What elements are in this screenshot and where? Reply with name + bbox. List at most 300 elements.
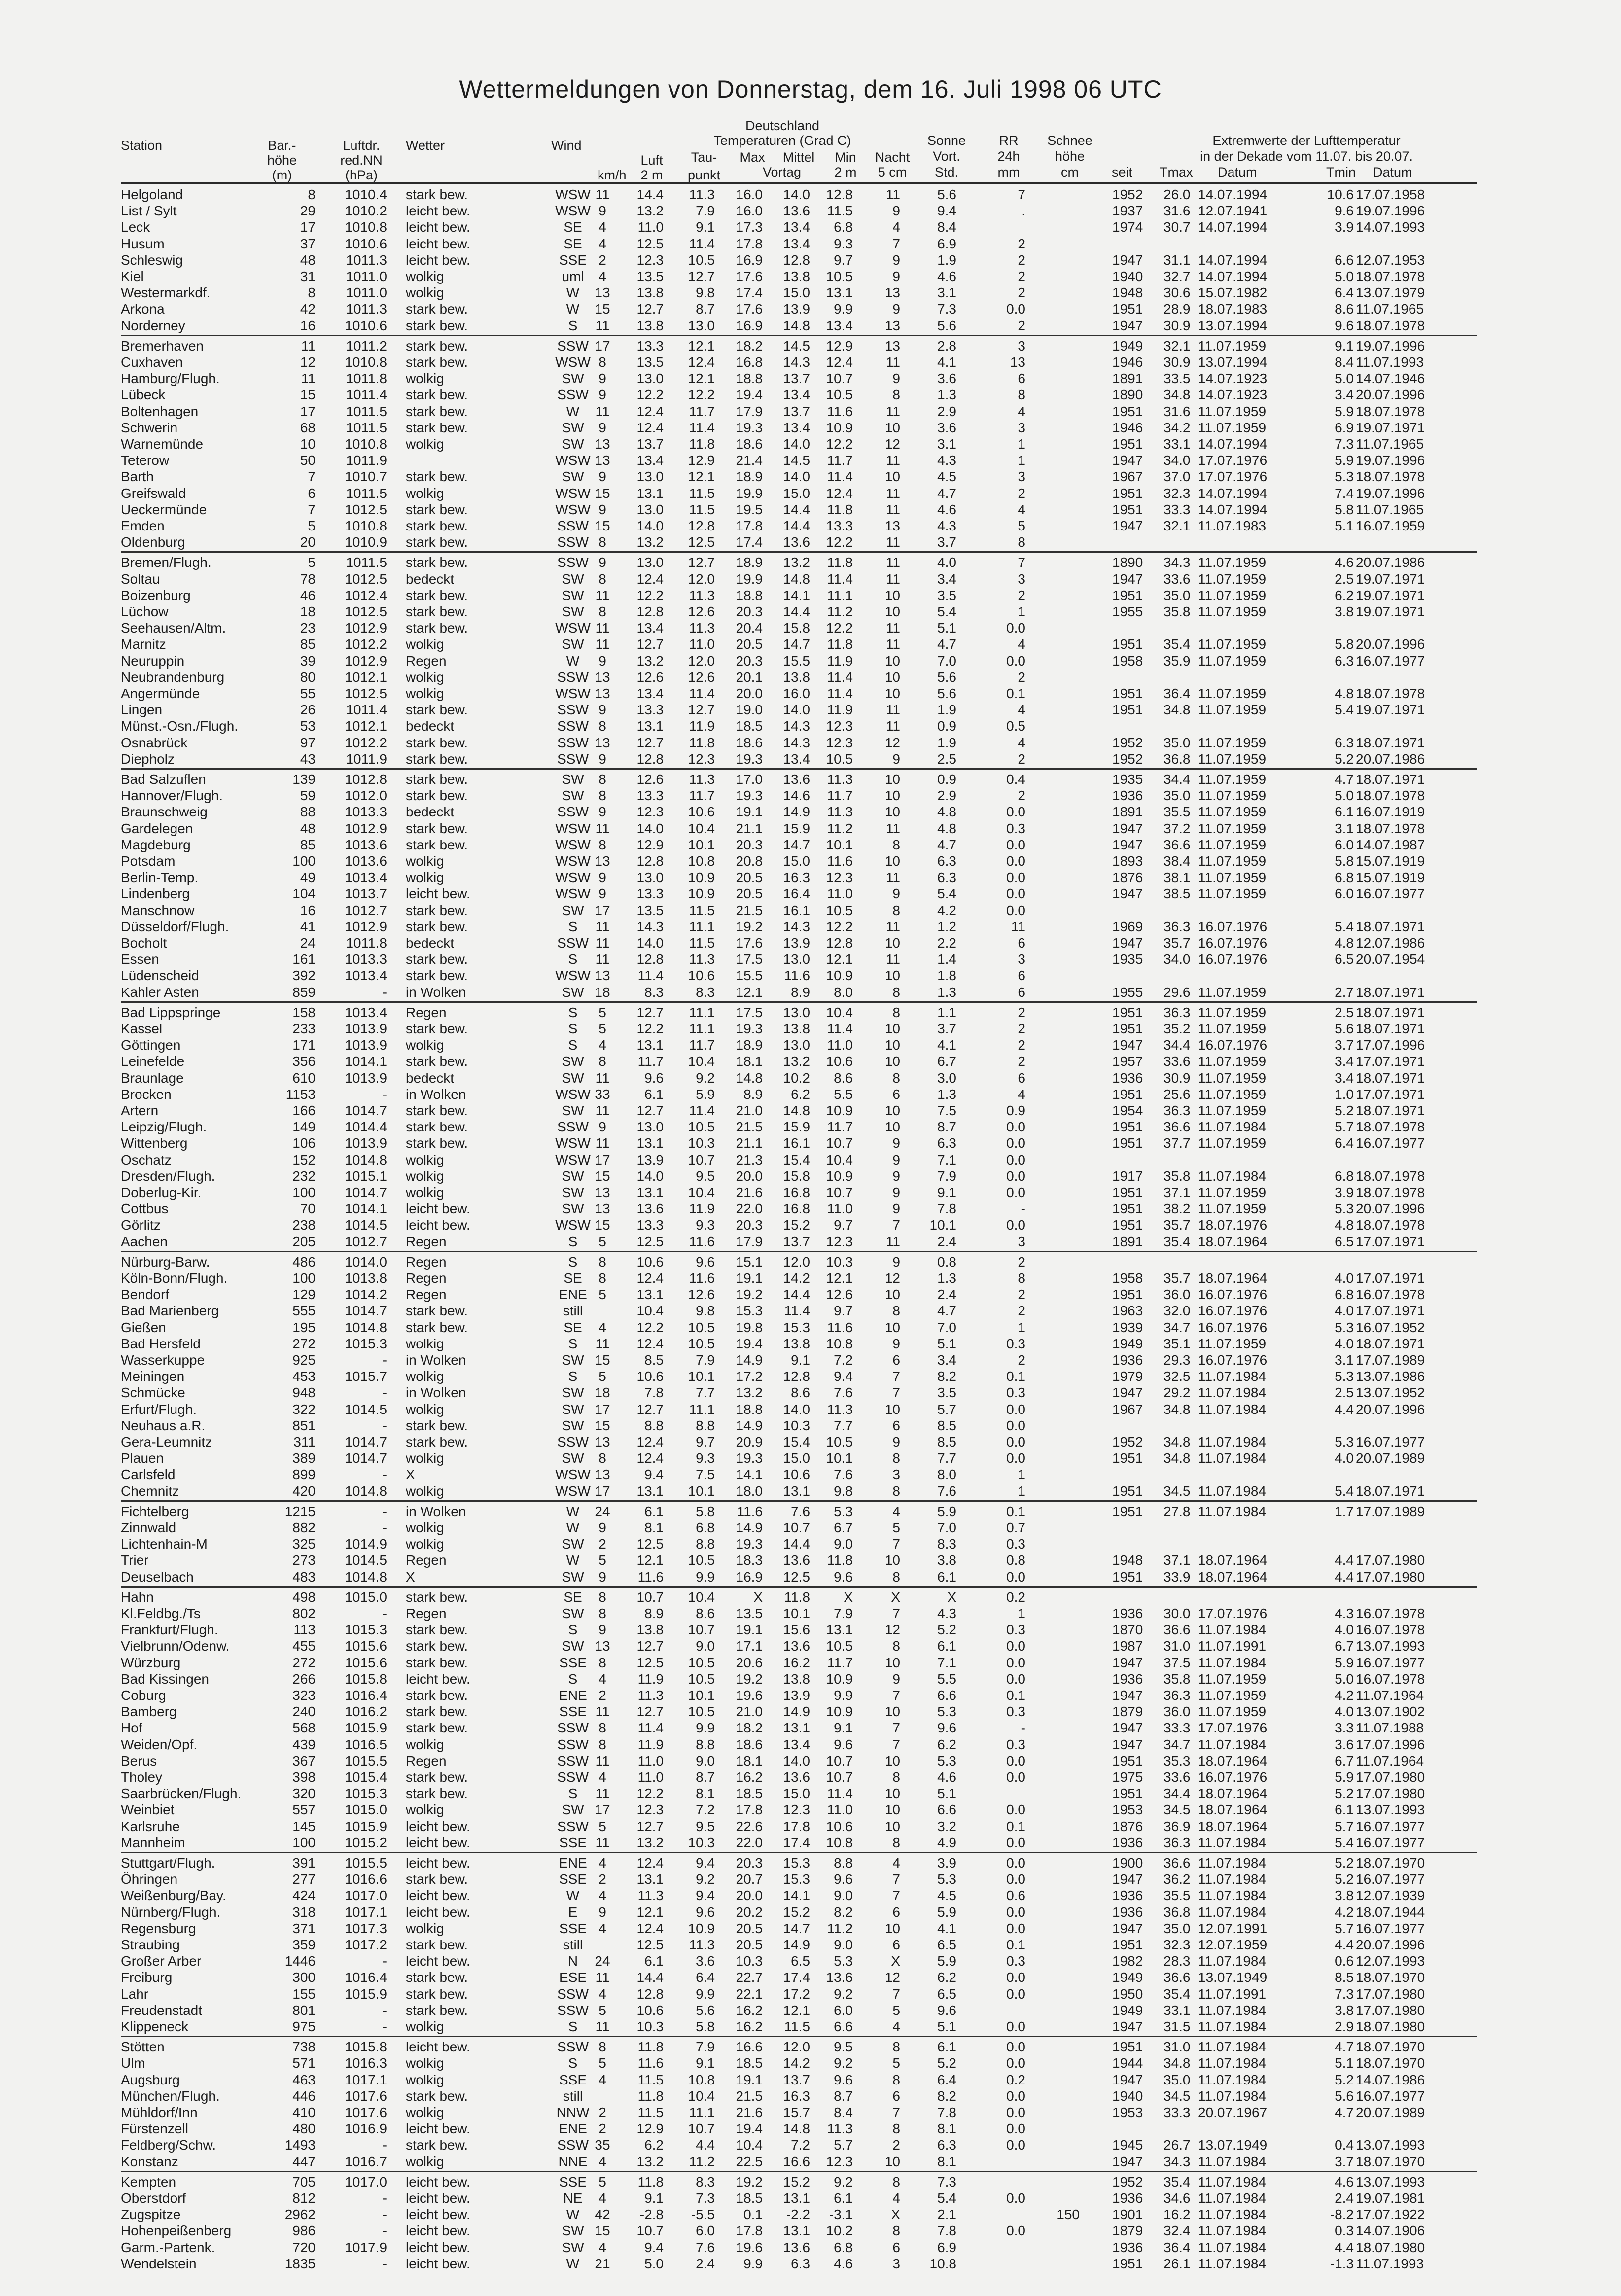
temp-dewpoint: 8.8: [696, 1536, 715, 1552]
sunshine: 6.5: [937, 1986, 956, 2002]
temp-ground: 10: [884, 772, 900, 787]
table-row: [0, 1254, 1621, 1270]
wind-speed: 5: [599, 1553, 606, 1568]
weather: bedeckt: [406, 571, 455, 587]
section-divider: [121, 1586, 1477, 1588]
station-name: Wasserkuppe: [121, 1352, 205, 1368]
record-tmax: 36.3: [1163, 1688, 1191, 1703]
temp-ground: 8: [892, 2174, 900, 2190]
temp-max: 16.9: [736, 318, 763, 333]
table-row: [0, 420, 1621, 436]
sunshine: 6.3: [937, 1135, 956, 1151]
temp-mean: 14.8: [783, 318, 810, 333]
header-tau-2: punkt: [687, 168, 721, 182]
temp-mean: 10.3: [783, 1417, 810, 1433]
temp-dewpoint: 11.3: [689, 587, 715, 603]
record-since: 1949: [1112, 1336, 1143, 1351]
record-since: 1955: [1112, 604, 1143, 619]
record-tmax-date: 11.07.1959: [1198, 1004, 1267, 1020]
record-tmax: 35.5: [1163, 804, 1191, 820]
table-row: [0, 403, 1621, 420]
elevation: 986: [292, 2223, 316, 2239]
station-name: Greifswald: [121, 485, 186, 501]
temp-ground: 5: [892, 2055, 900, 2071]
precipitation: 0.0: [1006, 653, 1025, 669]
precipitation: 0.9: [1006, 1103, 1025, 1118]
precipitation: 0.0: [1006, 1970, 1025, 1985]
temp-air: 13.3: [636, 702, 664, 718]
temp-min: 12.6: [826, 1287, 853, 1303]
record-since: 1955: [1112, 984, 1143, 1000]
temp-mean: 17.8: [783, 1818, 810, 1834]
temp-dewpoint: 9.8: [696, 1303, 715, 1319]
temp-mean: 6.3: [791, 2256, 810, 2271]
sunshine: 7.8: [937, 2105, 956, 2120]
station-name: Göttingen: [121, 1037, 181, 1053]
temp-max: 20.5: [736, 886, 763, 902]
temp-air: 13.5: [636, 354, 664, 370]
pressure: 1012.5: [345, 686, 387, 701]
temp-air: 14.0: [636, 820, 664, 836]
record-tmin-date: 18.07.1971: [1356, 1021, 1425, 1036]
sunshine: 4.9: [937, 1835, 956, 1850]
temp-air: 11.8: [637, 2088, 664, 2104]
record-tmax: 34.8: [1163, 1434, 1191, 1449]
record-tmin: 7.4: [1335, 485, 1354, 501]
weather: wolkig: [406, 1736, 444, 1752]
wind-direction: SSE: [559, 1835, 587, 1850]
wind-speed: 8: [599, 1720, 606, 1736]
record-since: 1891: [1112, 1234, 1143, 1249]
record-tmin: 3.7: [1335, 1037, 1354, 1053]
temp-max: 22.0: [736, 1201, 763, 1217]
sunshine: 4.1: [937, 1037, 956, 1053]
pressure: 1014.1: [345, 1054, 387, 1069]
weather: in Wolken: [406, 984, 466, 1000]
station-name: Braunlage: [121, 1070, 184, 1086]
temp-min: 9.3: [834, 236, 853, 251]
temp-max: 14.1: [736, 1467, 763, 1483]
temp-mean: 13.6: [783, 1553, 810, 1568]
table-row: [0, 2239, 1621, 2256]
temp-min: 12.4: [826, 485, 853, 501]
temp-max: 19.2: [736, 1287, 763, 1303]
sunshine: 4.8: [937, 820, 956, 836]
record-tmax: 31.0: [1163, 1638, 1191, 1654]
temp-min: 10.9: [826, 1671, 853, 1687]
temp-min: 13.1: [826, 1622, 853, 1638]
temp-ground: 11: [885, 187, 900, 202]
temp-mean: 13.2: [783, 1054, 810, 1069]
sunshine: 5.6: [937, 187, 956, 202]
elevation: 39: [300, 653, 316, 669]
station-name: Arkona: [121, 301, 165, 317]
record-tmax-date: 11.07.1984: [1198, 1369, 1267, 1384]
record-since: 1949: [1112, 338, 1143, 353]
sunshine: 3.1: [937, 436, 956, 452]
wind-speed: 11: [595, 918, 610, 934]
temp-min: 11.0: [827, 1037, 853, 1053]
station-name: Kempten: [121, 2174, 176, 2190]
pressure: 1012.9: [345, 620, 387, 636]
record-tmin-date: 18.07.1978: [1356, 1185, 1425, 1200]
record-tmin-date: 11.07.1965: [1356, 501, 1424, 517]
record-tmin-date: 19.07.1996: [1356, 453, 1425, 468]
pressure: 1016.3: [345, 2055, 387, 2071]
temp-air: 12.1: [636, 1553, 664, 1568]
record-tmax-date: 18.07.1964: [1198, 1802, 1268, 1818]
record-since: 1936: [1112, 2239, 1143, 2255]
sunshine: 8.7: [937, 1119, 956, 1135]
elevation: 389: [292, 1450, 316, 1466]
precipitation: 5: [1018, 518, 1025, 533]
pressure: 1012.0: [345, 788, 387, 804]
temp-max: 19.1: [736, 1622, 763, 1638]
temp-mean: 14.9: [783, 1937, 810, 1952]
temp-max: 19.2: [736, 1671, 763, 1687]
temp-air: 12.6: [636, 669, 664, 685]
wind-speed: 8: [599, 772, 606, 787]
temp-ground: 10: [884, 1037, 900, 1053]
record-tmax: 34.5: [1163, 2088, 1191, 2104]
wind-direction: still: [563, 2088, 583, 2104]
temp-mean: 14.3: [783, 718, 810, 734]
temp-air: 13.6: [636, 1201, 664, 1217]
temp-ground: 11: [885, 718, 900, 734]
wind-speed: 24: [595, 1503, 610, 1519]
temp-air: 12.2: [636, 387, 664, 403]
temp-min: 10.1: [826, 837, 853, 852]
temp-max: 22.0: [736, 1835, 763, 1850]
pressure: 1012.8: [345, 772, 387, 787]
temp-max: 20.7: [736, 1872, 763, 1887]
temp-dewpoint: 12.7: [688, 269, 715, 284]
temp-max: 16.0: [736, 187, 763, 202]
temp-min: 10.7: [826, 1135, 853, 1151]
record-since: 1951: [1112, 1135, 1143, 1151]
wind-direction: SSE: [559, 2174, 587, 2190]
section-divider: [121, 335, 1477, 336]
temp-max: 17.8: [736, 236, 763, 251]
weather: leicht bew.: [406, 2039, 470, 2055]
temp-mean: 14.7: [783, 1920, 810, 1936]
precipitation: 6: [1018, 984, 1025, 1000]
elevation: 49: [300, 870, 316, 885]
wind-speed: 13: [595, 285, 610, 301]
precipitation: 2: [1018, 1303, 1025, 1319]
temp-max: 19.8: [736, 1319, 763, 1335]
elevation: 6: [308, 485, 316, 501]
temp-ground: 11: [885, 571, 900, 587]
temp-dewpoint: 10.8: [688, 2072, 715, 2087]
precipitation: 0.0: [1006, 1769, 1025, 1785]
sunshine: 5.9: [937, 1904, 956, 1920]
wind-direction: S: [568, 1369, 578, 1384]
temp-mean: 14.2: [783, 2055, 810, 2071]
temp-air: -2.8: [639, 2207, 664, 2223]
weather: leicht bew.: [406, 2256, 470, 2271]
weather: stark bew.: [406, 1872, 468, 1887]
record-since: 1947: [1112, 820, 1143, 836]
temp-ground: 6: [892, 1086, 900, 1102]
record-tmax: 34.0: [1163, 952, 1191, 967]
temp-max: 16.2: [736, 1769, 763, 1785]
record-since: 1974: [1112, 219, 1143, 235]
station-name: Bremen/Flugh.: [121, 555, 211, 570]
precipitation: 0.0: [1006, 1753, 1025, 1768]
record-tmin: 4.0: [1335, 1704, 1354, 1720]
record-tmin: 5.8: [1335, 853, 1354, 869]
weather: stark bew.: [406, 403, 468, 419]
station-name: Leck: [121, 219, 150, 235]
record-tmin: 6.8: [1335, 1168, 1354, 1184]
precipitation: 11: [1011, 918, 1025, 934]
temp-dewpoint: 11.4: [689, 686, 715, 701]
temp-ground: 10: [884, 853, 900, 869]
precipitation: 2: [1018, 669, 1025, 685]
temp-dewpoint: 12.1: [688, 469, 715, 485]
temp-air: 7.8: [644, 1385, 664, 1401]
sunshine: 1.3: [937, 1086, 956, 1102]
temp-air: 10.3: [636, 2019, 664, 2034]
station-name: Westermarkdf.: [121, 285, 211, 301]
station-name: Boizenburg: [121, 587, 191, 603]
record-since: 1951: [1112, 702, 1143, 718]
record-tmax: 35.8: [1163, 1671, 1191, 1687]
temp-min: 10.9: [826, 968, 853, 984]
temp-dewpoint: 7.9: [696, 2039, 715, 2055]
temp-air: 11.5: [637, 2105, 664, 2120]
table-row: [0, 2154, 1621, 2170]
precipitation: 8: [1018, 387, 1025, 403]
temp-dewpoint: 9.0: [696, 1753, 715, 1768]
elevation: 5: [308, 518, 316, 533]
sunshine: 5.5: [937, 1671, 956, 1687]
precipitation: 7: [1018, 555, 1025, 570]
station-name: Garm.-Partenk.: [121, 2239, 215, 2255]
sunshine: 4.7: [937, 636, 956, 652]
wind-speed: 11: [595, 318, 610, 333]
temp-air: 8.1: [644, 1520, 664, 1535]
record-tmax: 37.5: [1163, 1655, 1191, 1670]
station-name: Weinbiet: [121, 1802, 175, 1818]
record-tmin: 5.3: [1335, 1319, 1354, 1335]
table-row: [0, 1319, 1621, 1336]
pressure: 1014.7: [345, 1185, 387, 1200]
temp-min: 8.4: [834, 2105, 853, 2120]
wind-direction: ENE: [559, 2121, 587, 2137]
temp-min: 9.2: [834, 2174, 853, 2190]
wind-direction: SSW: [557, 1753, 589, 1768]
header-tau: Tau-: [691, 150, 717, 165]
record-tmin: 4.8: [1335, 1217, 1354, 1233]
record-tmax: 36.6: [1163, 837, 1191, 852]
header-luftdr-1: Luftdr.: [343, 138, 380, 153]
record-tmax-date: 13.07.1994: [1198, 354, 1268, 370]
wind-direction: SW: [562, 984, 584, 1000]
weather: stark bew.: [406, 1688, 468, 1703]
temp-min: 10.9: [826, 1704, 853, 1720]
temp-ground: 13: [884, 338, 900, 353]
precipitation: 0.1: [1006, 1688, 1025, 1703]
table-row: [0, 1384, 1621, 1401]
temp-ground: 10: [884, 1920, 900, 1936]
record-tmax-date: 11.07.1959: [1198, 804, 1267, 820]
temp-max: 20.3: [736, 1855, 763, 1871]
temp-dewpoint: 11.7: [689, 403, 715, 419]
record-tmin-date: 13.07.1902: [1356, 1704, 1425, 1720]
record-tmin: 4.4: [1335, 1569, 1354, 1585]
record-tmax-date: 17.07.1976: [1198, 453, 1268, 468]
temp-ground: 7: [892, 1385, 900, 1401]
table-row: [0, 2206, 1621, 2223]
temp-air: 12.5: [636, 1655, 664, 1670]
temp-mean: 8.6: [791, 1385, 810, 1401]
table-row: [0, 2120, 1621, 2137]
record-tmax: 34.7: [1163, 1736, 1191, 1752]
record-tmin-date: 18.07.1978: [1356, 686, 1425, 701]
sunshine: 5.6: [937, 669, 956, 685]
weather: stark bew.: [406, 518, 468, 533]
station-name: Münst.-Osn./Flugh.: [121, 718, 239, 734]
precipitation: 0.0: [1006, 837, 1025, 852]
elevation: 322: [292, 1401, 316, 1417]
precipitation: 0.0: [1006, 1450, 1025, 1466]
temp-air: 13.9: [636, 1152, 664, 1167]
temp-ground: 9: [892, 301, 900, 317]
record-tmax-date: 11.07.1959: [1198, 837, 1267, 852]
table-row: [0, 284, 1621, 301]
record-tmin: 9.6: [1335, 203, 1354, 219]
wind-direction: SSW: [557, 518, 589, 533]
table-row: [0, 636, 1621, 652]
table-row: [0, 718, 1621, 734]
weather: stark bew.: [406, 301, 468, 317]
temp-max: 21.0: [736, 1704, 763, 1720]
weather: stark bew.: [406, 952, 468, 967]
precipitation: 0.0: [1006, 1119, 1025, 1135]
temp-min: 10.7: [826, 1769, 853, 1785]
temp-mean: 14.0: [783, 469, 810, 485]
wind-direction: SSW: [557, 534, 589, 550]
pressure: 1013.9: [345, 1135, 387, 1151]
wind-speed: 4: [599, 2072, 606, 2087]
record-tmin-date: 12.07.1986: [1356, 935, 1425, 951]
record-tmin: 3.8: [1335, 1888, 1354, 1904]
temp-ground: 12: [884, 735, 900, 750]
record-since: 1870: [1112, 1622, 1143, 1638]
elevation: 42: [300, 301, 316, 317]
precipitation: 2: [1018, 1004, 1025, 1020]
weather: X: [406, 1467, 415, 1483]
wind-direction: WSW: [555, 837, 591, 852]
pressure: 1015.9: [345, 1720, 387, 1736]
temp-max: 17.9: [736, 403, 763, 419]
elevation: 359: [292, 1937, 316, 1952]
record-tmin: 5.6: [1335, 2088, 1354, 2104]
record-tmin-date: 18.07.1978: [1356, 469, 1425, 485]
record-tmax-date: 16.07.1976: [1198, 1319, 1268, 1335]
temp-min: 11.7: [827, 1655, 853, 1670]
header-station: Station: [121, 138, 163, 153]
temp-mean: 14.0: [783, 702, 810, 718]
elevation: 85: [300, 837, 316, 852]
pressure: 1015.3: [345, 1336, 387, 1351]
wind-speed: 13: [595, 436, 610, 452]
temp-ground: 11: [885, 620, 900, 636]
temp-max: 18.9: [736, 1037, 763, 1053]
weather: stark bew.: [406, 187, 468, 202]
weather: stark bew.: [406, 1986, 468, 2002]
record-tmin: 5.9: [1335, 453, 1354, 468]
sunshine: 8.4: [937, 219, 956, 235]
weather: leicht bew.: [406, 2121, 470, 2137]
record-tmin-date: 17.07.1989: [1356, 1352, 1425, 1368]
table-row: [0, 1102, 1621, 1119]
table-row: [0, 370, 1621, 387]
weather: stark bew.: [406, 2137, 468, 2153]
temp-min: 10.5: [826, 751, 853, 767]
temp-mean: 13.1: [783, 2223, 810, 2239]
temp-mean: 16.1: [783, 1135, 810, 1151]
record-tmax-date: 13.07.1949: [1198, 1970, 1268, 1985]
temp-air: 12.4: [636, 1920, 664, 1936]
station-name: Coburg: [121, 1688, 166, 1703]
temp-max: 19.6: [736, 2239, 763, 2255]
temp-mean: 16.8: [783, 1185, 810, 1200]
temp-dewpoint: 12.1: [688, 371, 715, 387]
temp-dewpoint: 9.2: [696, 1070, 715, 1086]
record-since: 1947: [1112, 2019, 1143, 2034]
precipitation: 0.3: [1006, 1622, 1025, 1638]
pressure: -: [382, 1086, 387, 1102]
weather: wolkig: [406, 870, 444, 885]
temp-mean: 14.0: [783, 187, 810, 202]
record-since: 1951: [1112, 1185, 1143, 1200]
temp-air: 12.7: [636, 636, 664, 652]
temp-min: 13.1: [826, 285, 853, 301]
record-since: 1947: [1112, 1736, 1143, 1752]
sunshine: 7.7: [937, 1450, 956, 1466]
temp-mean: 14.4: [783, 518, 810, 533]
record-tmax: 32.3: [1163, 1937, 1191, 1952]
record-tmax: 37.7: [1163, 1135, 1191, 1151]
sunshine: 7.3: [937, 301, 956, 317]
wind-speed: 9: [599, 1622, 606, 1638]
weather: stark bew.: [406, 1135, 468, 1151]
station-name: Kahler Asten: [121, 984, 199, 1000]
wind-speed: 4: [599, 1986, 606, 2002]
sunshine: 6.7: [937, 1054, 956, 1069]
wind-direction: SE: [564, 1589, 582, 1605]
temp-dewpoint: 10.3: [688, 1135, 715, 1151]
table-row: [0, 820, 1621, 837]
sunshine: 9.6: [937, 2002, 956, 2018]
record-since: 1951: [1112, 1287, 1143, 1303]
record-tmin: 5.0: [1335, 371, 1354, 387]
wind-speed: 8: [599, 1736, 606, 1752]
record-since: 1958: [1112, 653, 1143, 669]
record-tmin-date: 17.07.1980: [1356, 1569, 1425, 1585]
temp-max: 20.0: [736, 686, 763, 701]
wind-direction: ENE: [559, 1855, 587, 1871]
temp-min: 11.6: [827, 403, 853, 419]
table-row: [0, 1053, 1621, 1069]
wind-direction: SSW: [557, 669, 589, 685]
record-tmax-date: 16.07.1976: [1198, 1303, 1268, 1319]
precipitation: 0.0: [1006, 1135, 1025, 1151]
wind-direction: WSW: [555, 187, 591, 202]
